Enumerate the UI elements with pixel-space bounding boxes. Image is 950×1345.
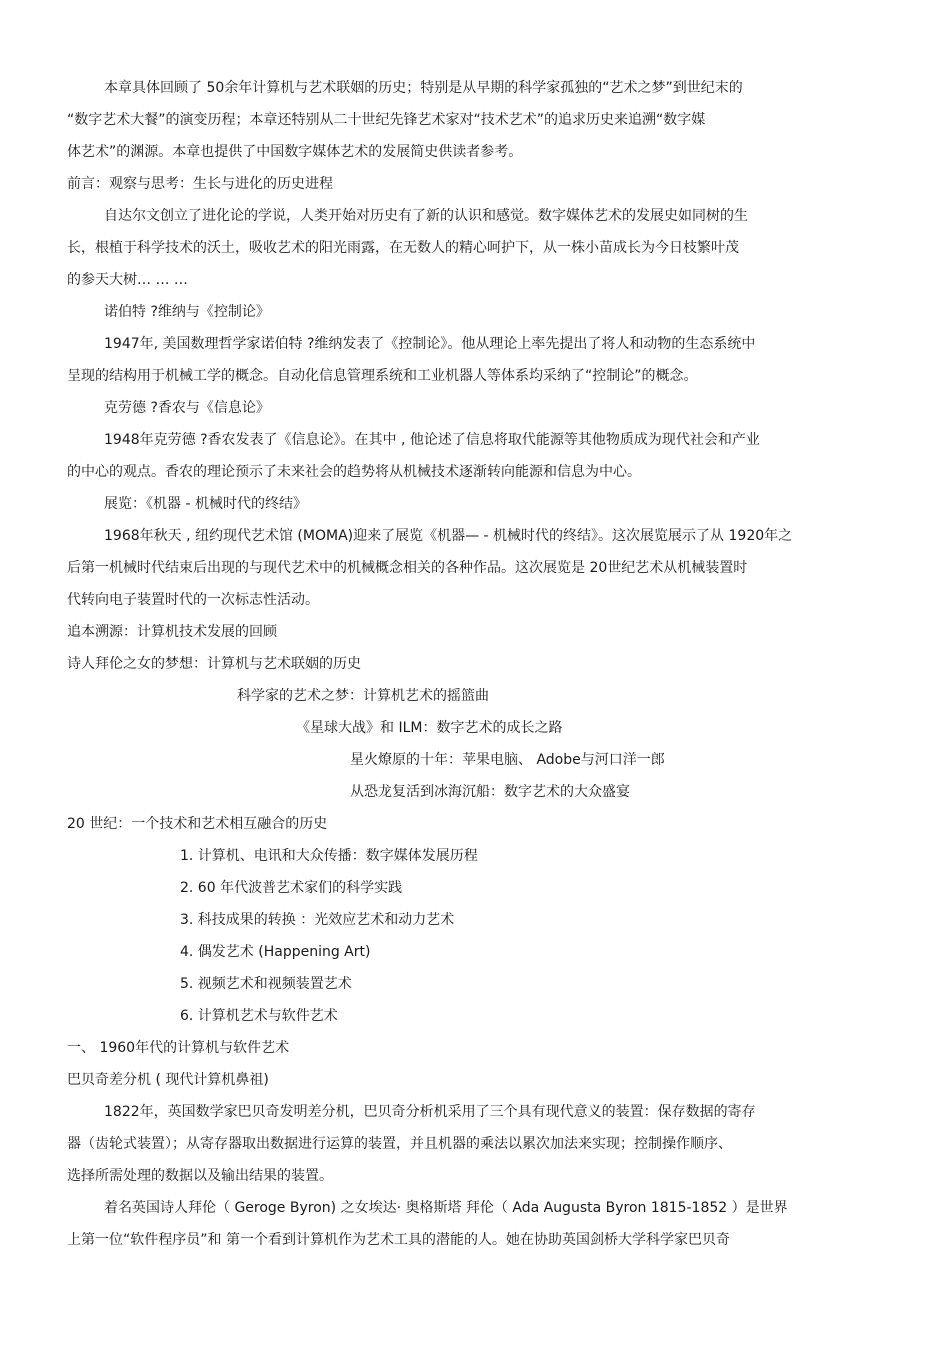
- outline-item: 从恐龙复活到冰海沉船：数字艺术的大众盛宴: [350, 784, 630, 800]
- paragraph-line: 上第一位“软件程序员”和 第一个看到计算机作为艺术工具的潜能的人。她在协助英国剑桥大学科学家巴贝奇: [67, 1232, 730, 1248]
- paragraph-line: 长，根植于科学技术的沃土，吸收艺术的阳光雨露，在无数人的精心呵护下，从一株小苗成长为今日枝繁叶茂: [67, 240, 739, 256]
- outline-item: 《星球大战》和 ILM：数字艺术的成长之路: [296, 720, 563, 736]
- outline-item: 科学家的艺术之梦：计算机艺术的摇篮曲: [237, 688, 489, 704]
- subheading-wiener: 诺伯特 ?维纳与《控制论》: [104, 304, 270, 320]
- section-heading-20th-century: 20 世纪：一个技术和艺术相互融合的历史: [67, 816, 328, 832]
- intro-paragraph-line: “数字艺术大餐”的演变历程；本章还特别从二十世纪先锋艺术家对“技术艺术”的追求历史来追溯“数字媒: [67, 112, 706, 128]
- paragraph-line: 的参天大树… … …: [67, 272, 188, 288]
- numbered-list-item: 2. 60 年代波普艺术家们的科学实践: [180, 880, 403, 896]
- paragraph-line: 选择所需处理的数据以及输出结果的装置。: [67, 1168, 333, 1184]
- paragraph-line: 1968年秋天 , 纽约现代艺术馆 (MOMA)迎来了展览《机器— - 机械时代的终结》。这次展览展示了从 1920年之: [104, 528, 793, 544]
- numbered-list-item: 1. 计算机、电讯和大众传播：数字媒体发展历程: [180, 848, 478, 864]
- paragraph-line: 自达尔文创立了进化论的学说，人类开始对历史有了新的认识和感觉。数字媒体艺术的发展史如同树的生: [104, 208, 748, 224]
- outline-item: 星火燎原的十年：苹果电脑、 Adobe与河口洋一郎: [350, 752, 665, 768]
- section-heading-preface: 前言：观察与思考：生长与进化的历史进程: [67, 176, 333, 192]
- paragraph-line: 着名英国诗人拜伦（ Geroge Byron) 之女埃达· 奥格斯塔 拜伦（ Ada Augusta Byron 1815-1852 ）是世界: [104, 1200, 788, 1216]
- numbered-list-item: 5. 视频艺术和视频装置艺术: [180, 976, 352, 992]
- section-heading-1960s: 一、 1960年代的计算机与软件艺术: [67, 1040, 290, 1056]
- numbered-list-item: 4. 偶发艺术 (Happening Art): [180, 944, 371, 960]
- paragraph-line: 的中心的观点。香农的理论预示了未来社会的趋势将从机械技术逐渐转向能源和信息为中心。: [67, 464, 641, 480]
- paragraph-line: 器（齿轮式装置）；从寄存器取出数据进行运算的装置，并且机器的乘法以累次加法来实现；控制操作顺序、: [67, 1136, 732, 1152]
- subheading-babbage: 巴贝奇差分机 ( 现代计算机鼻祖): [67, 1072, 269, 1088]
- section-heading-origins: 追本溯源：计算机技术发展的回顾: [67, 624, 277, 640]
- outline-item: 诗人拜伦之女的梦想：计算机与艺术联姻的历史: [67, 656, 361, 672]
- numbered-list-item: 6. 计算机艺术与软件艺术: [180, 1008, 338, 1024]
- paragraph-line: 1947年, 美国数理哲学家诺伯特 ?维纳发表了《控制论》。他从理论上率先提出了将人和动物的生态系统中: [104, 336, 756, 352]
- paragraph-line: 后第一机械时代结束后出现的与现代艺术中的机械概念相关的各种作品。这次展览是 20世纪艺术从机械装置时: [67, 560, 748, 576]
- subheading-shannon: 克劳德 ?香农与《信息论》: [104, 400, 270, 416]
- intro-paragraph-line: 体艺术”的渊源。本章也提供了中国数字媒体艺术的发展简史供读者参考。: [67, 144, 523, 160]
- numbered-list-item: 3. 科技成果的转换 ：光效应艺术和动力艺术: [180, 912, 455, 928]
- paragraph-line: 1948年克劳德 ?香农发表了《信息论》。在其中 , 他论述了信息将取代能源等其他物质成为现代社会和产业: [104, 432, 760, 448]
- paragraph-line: 呈现的结构用于机械工学的概念。自动化信息管理系统和工业机器人等体系均采纳了“控制论”的概念。: [67, 368, 698, 384]
- paragraph-line: 代转向电子装置时代的一次标志性活动。: [67, 592, 319, 608]
- intro-paragraph-line: 本章具体回顾了 50余年计算机与艺术联姻的历史；特别是从早期的科学家孤独的“艺术之梦”到世纪末的: [104, 80, 743, 96]
- paragraph-line: 1822年，英国数学家巴贝奇发明差分机，巴贝奇分析机采用了三个具有现代意义的装置：保存数据的寄存: [104, 1104, 756, 1120]
- subheading-exhibition: 展览：《机器 - 机械时代的终结》: [104, 496, 307, 512]
